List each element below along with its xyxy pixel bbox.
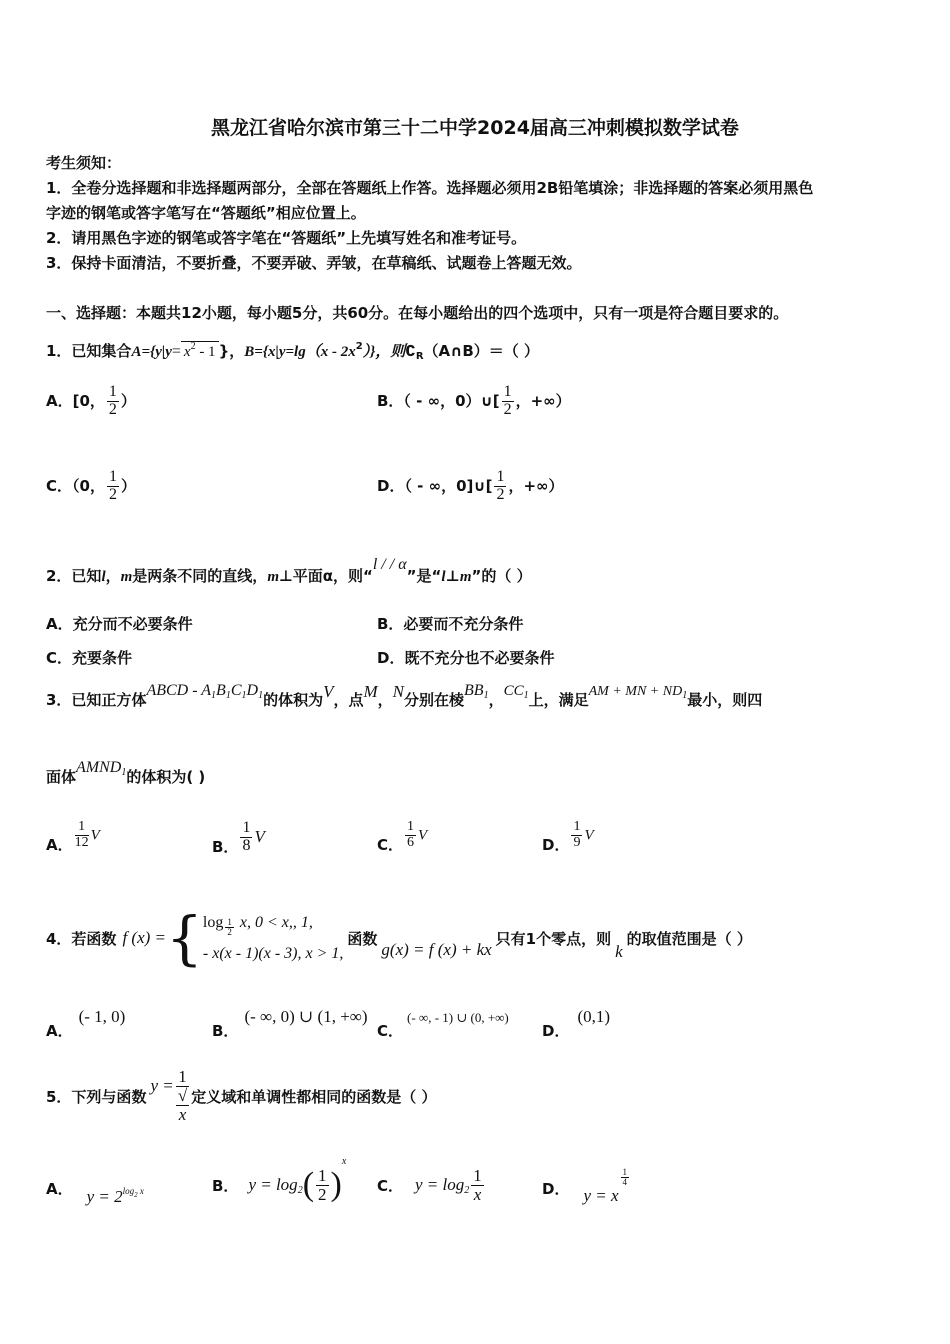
q3-option-c[interactable]: C． $\frac{1}{6}$ V [377, 819, 428, 854]
q2-option-d[interactable]: D．既不充分也不必要条件 [377, 649, 555, 667]
q1-option-b[interactable]: B．（ - ∞，0）∪[ $\frac{1}{2}$ ，+∞） [377, 383, 571, 418]
notice-heading: 考生须知： [46, 154, 122, 172]
question-1: 1．已知集合$A=\{y|y= x^2 - 1$ }，$B=\{x|y=\lg(x - 2x^2)\}$，则$∁_R(A\cap B)=$（ ） [46, 341, 539, 362]
q5-option-b[interactable]: B． $y = \log_2$ ( $\frac{1}{2}$ ) x [212, 1156, 347, 1204]
q5-option-a[interactable]: A． $y = 2^{log2}$ $^x$ [46, 1179, 144, 1206]
cube-label: ABCD - $A_1B_1C_1D_1$ [146, 682, 264, 701]
q2-option-c[interactable]: C．充要条件 [46, 649, 133, 667]
q4-option-b[interactable]: B．(- ∞, 0) ∪ (1, +∞) [212, 1007, 368, 1040]
sqrt-expression: $x^2 - 1$ [181, 341, 219, 360]
q4-option-d[interactable]: D．(0,1) [542, 1007, 611, 1040]
q4-option-c[interactable]: C．(- ∞, - 1) ∪ (0, +∞) [377, 1010, 509, 1040]
question-2: 2．已知l，m是两条不同的直线，m⊥平面α，则“l / / α”是“l⊥m”的（ ） [46, 556, 532, 585]
q1-option-c[interactable]: C．（0， $\frac{1}{2}$ ） [46, 468, 136, 503]
q1-option-a[interactable]: A．[0， $\frac{1}{2}$ ） [46, 383, 136, 418]
section-heading: 一、选择题：本题共12小题，每小题5分，共60分。在每小题给出的四个选项中，只有一项是符合题目要求的。 [46, 304, 789, 322]
q5-option-d[interactable]: D． y = x $\frac{1}{4}$ [542, 1167, 628, 1205]
notice-item-2: 2．请用黑色字迹的钢笔或答字笔在“答题纸”上先填写姓名和准考证号。 [46, 229, 527, 247]
question-3: 3．已知正方体ABCD - $A_1B_1C_1D_1$的体积为V，点M，N分别在棱$BB_1$，$CC_1$上，满足AM + MN + $ND_1$最小，则四 [46, 682, 763, 709]
notice-item-1-cont: 字迹的钢笔或答字笔写在“答题纸”相应位置上。 [46, 204, 366, 222]
q3-option-a[interactable]: A． $\frac{1}{12}$ V [46, 819, 100, 854]
q2-option-b[interactable]: B．必要而不充分条件 [377, 615, 524, 633]
q1-option-d[interactable]: D．（ - ∞，0]∪[ $\frac{1}{2}$ ，+∞） [377, 468, 564, 503]
notice-item-3: 3．保持卡面清洁，不要折叠，不要弄破、弄皱，在草稿纸、试题卷上答题无效。 [46, 254, 582, 272]
piecewise-cases: log $\frac{1}{2}$ x, 0 < x,, 1, - x(x - 1)(x - 3), x > 1, [202, 914, 344, 962]
q5-option-c[interactable]: C． $y = \log_2$ $\frac{1}{x}$ [377, 1165, 482, 1204]
exam-title: 黑龙江省哈尔滨市第三十二中学2024届高三冲刺模拟数学试卷 [211, 117, 739, 139]
q4-option-a[interactable]: A．(- 1, 0) [46, 1007, 126, 1040]
question-3-cont: 面体$AMND_1$的体积为( ) [46, 759, 206, 786]
q3-option-d[interactable]: D． $\frac{1}{9}$ V [542, 819, 594, 854]
question-4: 4．若函数 f (x) = { log $\frac{1}{2}$ x, 0 < x,, 1, - x(x - 1)(x - 3), x > 1, 函数 g(x) = f (x) + kx 只有1个零点，则 k 的取值范围是（ ） [46, 904, 752, 972]
question-5: 5．下列与函数 y = 1 √ x 定义域和单调性都相同的函数是（ ） [46, 1067, 437, 1124]
notice-item-1: 1．全卷分选择题和非选择题两部分，全部在答题纸上作答。选择题必须用2B铅笔填涂；非选择题的答案必须用黑色 [46, 179, 814, 197]
q3-option-b[interactable]: B． $\frac{1}{8}$ V [212, 819, 265, 856]
q2-option-a[interactable]: A．充分而不必要条件 [46, 615, 193, 633]
piecewise-brace: { [166, 904, 203, 972]
